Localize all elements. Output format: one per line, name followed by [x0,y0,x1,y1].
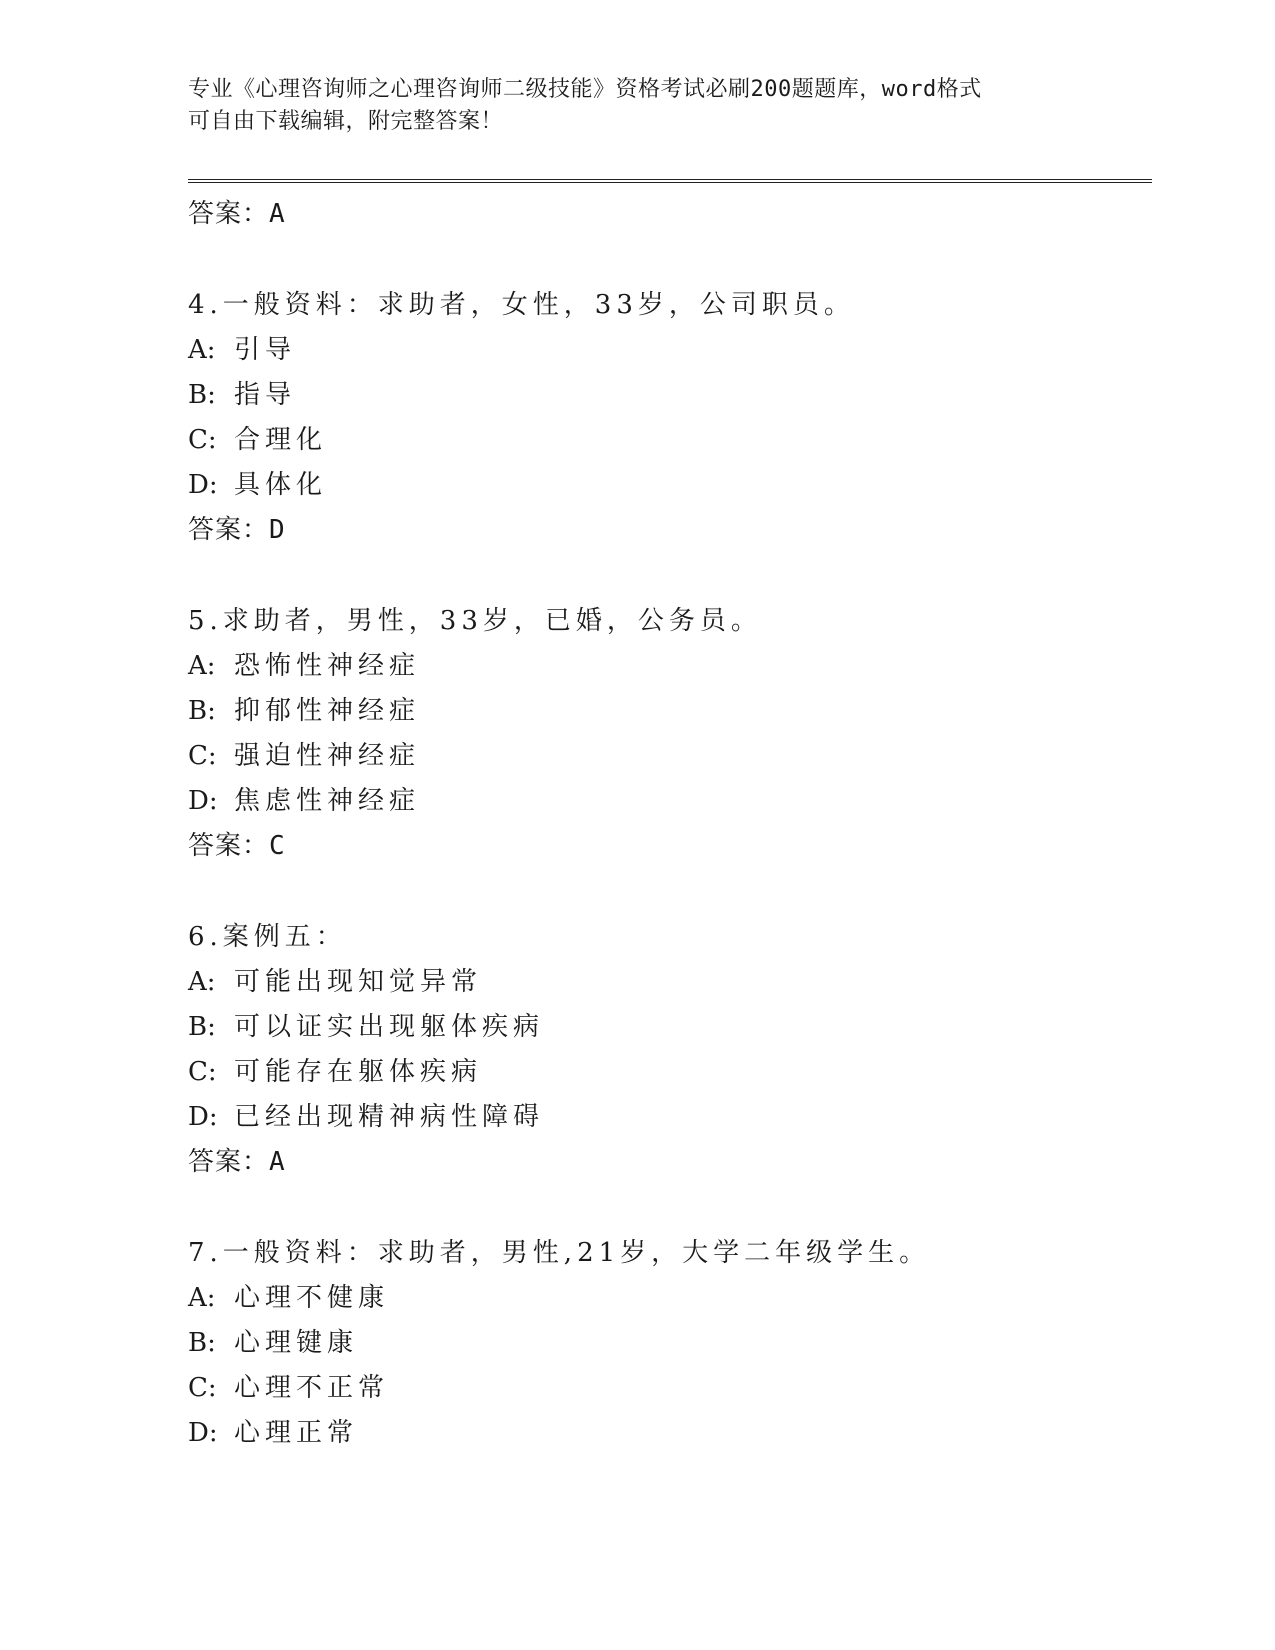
answer-line [188,508,1148,553]
option-letter: D: [188,470,218,500]
option-b [188,1321,1148,1366]
header-line-2: 可自由下载编辑，附完整答案！ [188,109,504,134]
option-letter: C: [188,741,217,771]
option-letter: B: [188,1328,216,1358]
answer-line [188,1140,1148,1185]
option-text: 可以证实出现躯体疾病 [234,1012,545,1042]
option-letter: C: [188,1057,217,1087]
page-header [188,74,1088,138]
answer-value: A [269,1147,286,1177]
answer-value: A [269,199,286,229]
answer-value: D [269,515,286,545]
answer-value: C [269,831,286,861]
option-letter: A: [188,335,216,365]
option-letter: A: [188,651,216,681]
option-d [188,779,1148,824]
answer-label: 答案： [188,831,270,861]
header-line-1: 专业《心理咨询师之心理咨询师二级技能》资格考试必刷200题题库，word格式 [188,77,982,102]
question-list [188,192,1148,1456]
question-7: 7.一般资料：求助者，男性,21岁，大学二年级学生。 [188,1238,931,1268]
option-b [188,689,1148,734]
option-b [188,1005,1148,1050]
option-text: 可能出现知觉异常 [234,967,483,997]
question-4: 4.一般资料：求助者，女性，33岁，公司职员。 [188,290,855,320]
option-text: 引导 [234,335,297,365]
option-text: 心理正常 [234,1418,359,1448]
option-letter: D: [188,1102,218,1132]
header-divider [188,179,1152,183]
option-text: 合理化 [234,425,328,455]
option-text: 可能存在躯体疾病 [234,1057,483,1087]
option-text: 心理不健康 [234,1283,390,1313]
answer-line [188,192,1148,237]
option-letter: B: [188,1012,216,1042]
option-text: 心理键康 [234,1328,359,1358]
option-c [188,734,1148,779]
answer-label: 答案： [188,1147,270,1177]
option-text: 指导 [234,380,297,410]
option-c [188,1050,1148,1095]
option-a [188,960,1148,1005]
option-text: 恐怖性神经症 [234,651,421,681]
option-text: 已经出现精神病性障碍 [234,1102,545,1132]
answer-label: 答案： [188,199,270,229]
option-letter: C: [188,425,217,455]
option-c [188,418,1148,463]
option-c [188,1366,1148,1411]
option-text: 具体化 [234,470,328,500]
option-letter: A: [188,967,216,997]
option-b [188,373,1148,418]
option-letter: D: [188,786,218,816]
option-letter: C: [188,1373,217,1403]
option-letter: A: [188,1283,216,1313]
option-text: 心理不正常 [234,1373,390,1403]
option-text: 抑郁性神经症 [234,696,421,726]
answer-label: 答案： [188,515,270,545]
question-5: 5.求助者，男性，33岁，已婚，公务员。 [188,606,762,636]
option-d [188,463,1148,508]
option-a [188,328,1148,373]
option-letter: D: [188,1418,218,1448]
option-letter: B: [188,380,216,410]
option-d [188,1095,1148,1140]
answer-line [188,824,1148,869]
option-letter: B: [188,696,216,726]
option-d [188,1411,1148,1456]
option-text: 焦虑性神经症 [234,786,421,816]
option-text: 强迫性神经症 [234,741,421,771]
option-a [188,644,1148,689]
question-6: 6.案例五： [188,922,347,952]
option-a [188,1276,1148,1321]
